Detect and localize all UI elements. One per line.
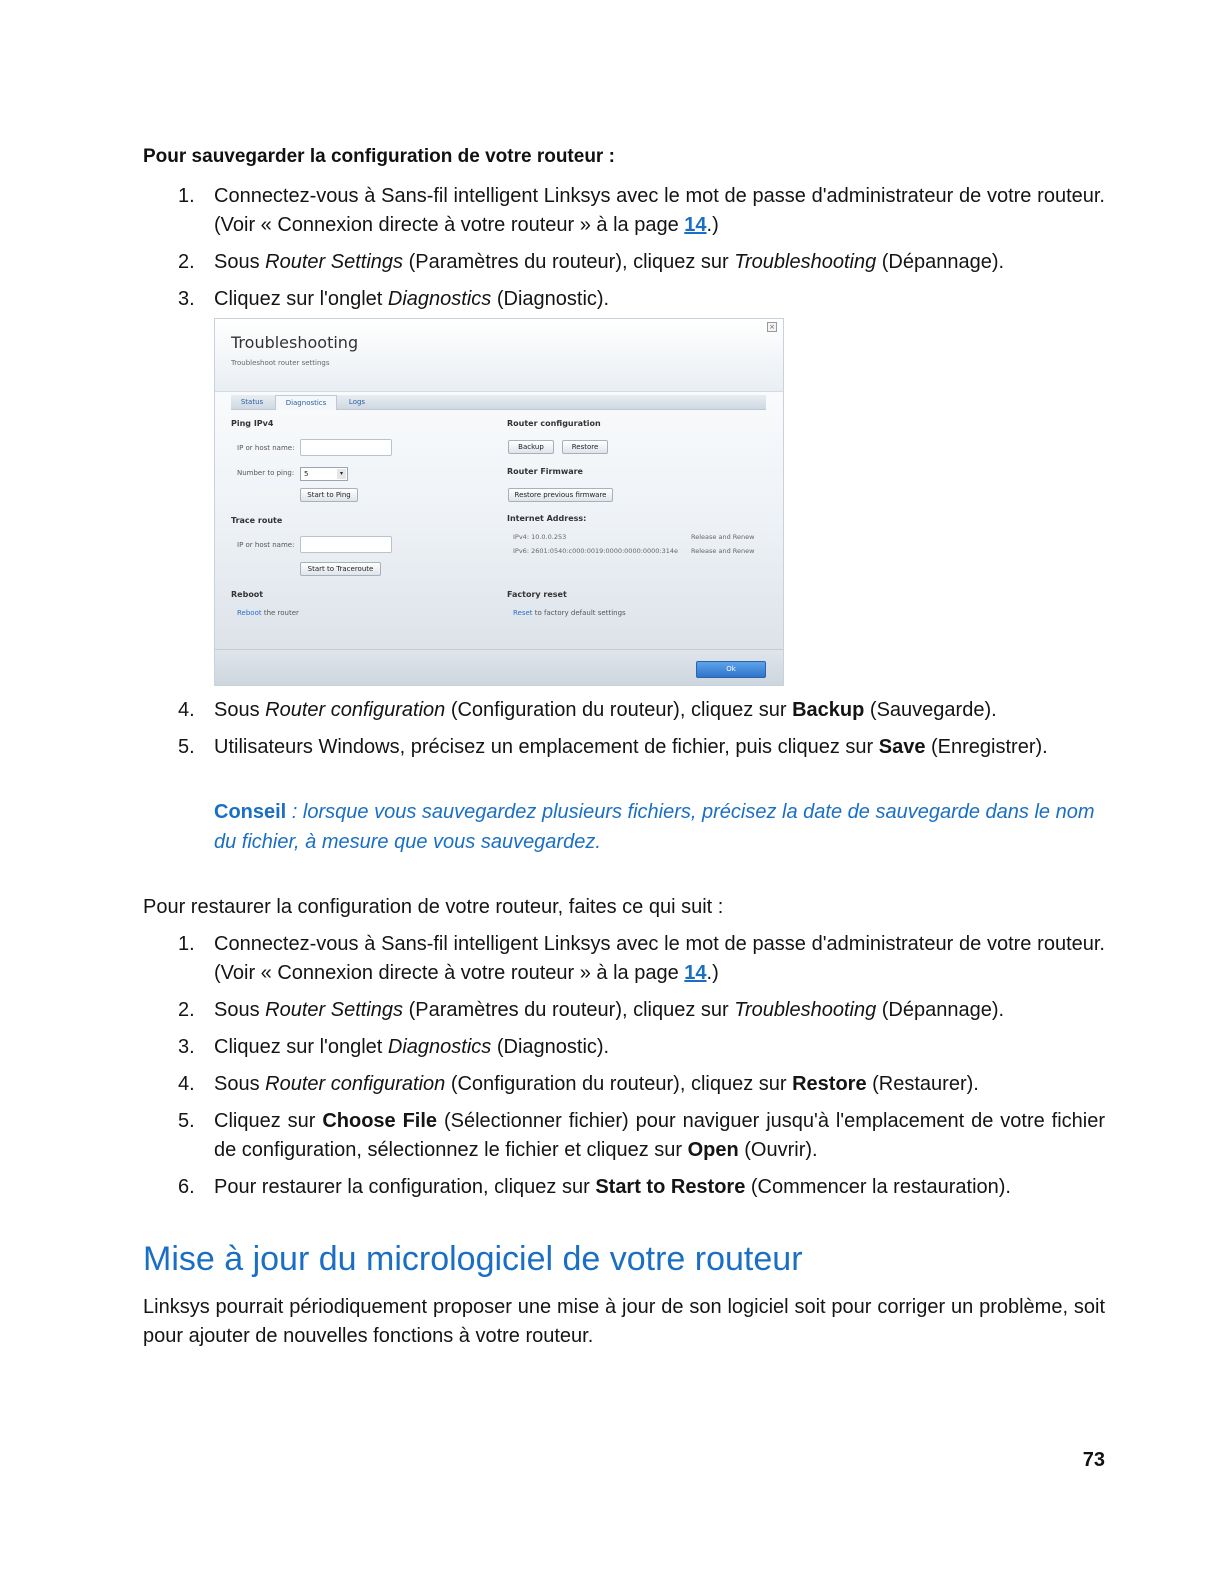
reboot-line: Reboot the router (237, 609, 299, 617)
list-item: 2. Sous Router Settings (Paramètres du routeur), cliquez sur Troubleshooting (Dépannage). (178, 999, 1005, 1021)
troubleshooting-screenshot (214, 318, 784, 686)
restore-button[interactable]: Restore (562, 440, 608, 454)
save-section-title: Pour sauvegarder la configuration de votre routeur : (143, 146, 615, 167)
page-link[interactable]: 14 (684, 962, 707, 984)
list-item: 2. Sous Router Settings (Paramètres du routeur), cliquez sur Troubleshooting (Dépannage). (178, 251, 1005, 273)
firmware-heading: Router Firmware (507, 467, 583, 476)
restore-intro: Pour restaurer la configuration de votre routeur, faites ce qui suit : (143, 896, 724, 918)
number-select[interactable]: 5 ▾ (300, 467, 348, 481)
ipv4-value: IPv4: 10.0.0.253 (513, 533, 567, 541)
list-item: 6. Pour restaurer la configuration, cliquez sur Start to Restore (Commencer la restauration). (178, 1176, 1011, 1198)
list-item: 4. Sous Router configuration (Configuration du routeur), cliquez sur Backup (Sauvegarde). (178, 699, 997, 721)
list-item: 1. Connectez-vous à Sans-fil intelligent Linksys avec le mot de passe d'administrateur de votre routeur. (Voir « Connexion directe à votre routeur » à la page 14.) (178, 185, 1105, 236)
trace-ip-label: IP or host name: (237, 541, 295, 549)
release-renew-ipv6-link[interactable]: Release and Renew (691, 547, 755, 555)
internet-heading: Internet Address: (507, 514, 587, 523)
page-link[interactable]: 14 (684, 214, 707, 236)
reboot-link[interactable]: Reboot (237, 609, 262, 617)
save-steps-list-a (143, 182, 1105, 322)
tip-label: Conseil (214, 801, 287, 823)
reboot-heading: Reboot (231, 590, 264, 599)
start-trace-button[interactable]: Start to Traceroute (300, 562, 381, 576)
number-label: Number to ping: (237, 469, 295, 477)
firmware-heading: Mise à jour du micrologiciel de votre routeur (143, 1240, 803, 1278)
ip-label: IP or host name: (237, 444, 295, 452)
chevron-down-icon: ▾ (337, 469, 346, 479)
dialog-header (215, 319, 783, 392)
start-ping-button[interactable]: Start to Ping (300, 488, 358, 502)
release-renew-ipv4-link[interactable]: Release and Renew (691, 533, 755, 541)
trace-ip-input[interactable] (300, 536, 392, 553)
ping-ip-input[interactable] (300, 439, 392, 456)
ping-heading: Ping IPv4 (231, 419, 274, 428)
list-item: 4. Sous Router configuration (Configuration du routeur), cliquez sur Restore (Restaurer). (178, 1073, 979, 1095)
tab-diagnostics[interactable]: Diagnostics (275, 395, 337, 410)
tab-status[interactable]: Status (240, 398, 264, 406)
router-config-heading: Router configuration (507, 419, 601, 428)
tab-logs[interactable]: Logs (348, 398, 366, 406)
backup-button[interactable]: Backup (508, 440, 554, 454)
save-steps-list-b (143, 696, 1105, 770)
restore-firmware-button[interactable]: Restore previous firmware (508, 488, 613, 502)
list-item: 5. Cliquez sur Choose File (Sélectionner fichier) pour naviguer jusqu'à l'emplacement de votre fichier de configuration, sélectionnez le fichier et cliquez sur Open (Ouvrir). (178, 1110, 1105, 1161)
restore-steps-list (143, 930, 1105, 1210)
list-item: 5. Utilisateurs Windows, précisez un emplacement de fichier, puis cliquez sur Save (Enregistrer). (178, 736, 1048, 758)
factory-heading: Factory reset (507, 590, 567, 599)
list-item: 3. Cliquez sur l'onglet Diagnostics (Diagnostic). (178, 288, 610, 310)
dialog-subtitle: Troubleshoot router settings (231, 359, 330, 367)
tip-note: Conseil : lorsque vous sauvegardez plusieurs fichiers, précisez la date de sauvegarde dans le nom du fichier, à mesure que vous sauvegardez. (214, 801, 1095, 853)
ok-button[interactable]: Ok (696, 661, 766, 678)
trace-heading: Trace route (231, 516, 283, 525)
dialog-title: Troubleshooting (231, 333, 359, 352)
firmware-paragraph: Linksys pourrait périodiquement proposer une mise à jour de son logiciel soit pour corriger un problème, soit pour ajouter de nouvelles fonctions à votre routeur. (143, 1296, 1105, 1347)
page-number: 73 (1082, 1449, 1105, 1471)
reset-link[interactable]: Reset (513, 609, 533, 617)
list-item: 1. Connectez-vous à Sans-fil intelligent Linksys avec le mot de passe d'administrateur de votre routeur. (Voir « Connexion directe à votre routeur » à la page 14.) (178, 933, 1105, 984)
ipv6-value: IPv6: 2601:0540:c000:0019:0000:0000:0000:314e (513, 547, 679, 555)
list-item: 3. Cliquez sur l'onglet Diagnostics (Diagnostic). (178, 1036, 610, 1058)
close-icon[interactable]: × (767, 322, 777, 332)
reset-line: Reset to factory default settings (513, 609, 626, 617)
